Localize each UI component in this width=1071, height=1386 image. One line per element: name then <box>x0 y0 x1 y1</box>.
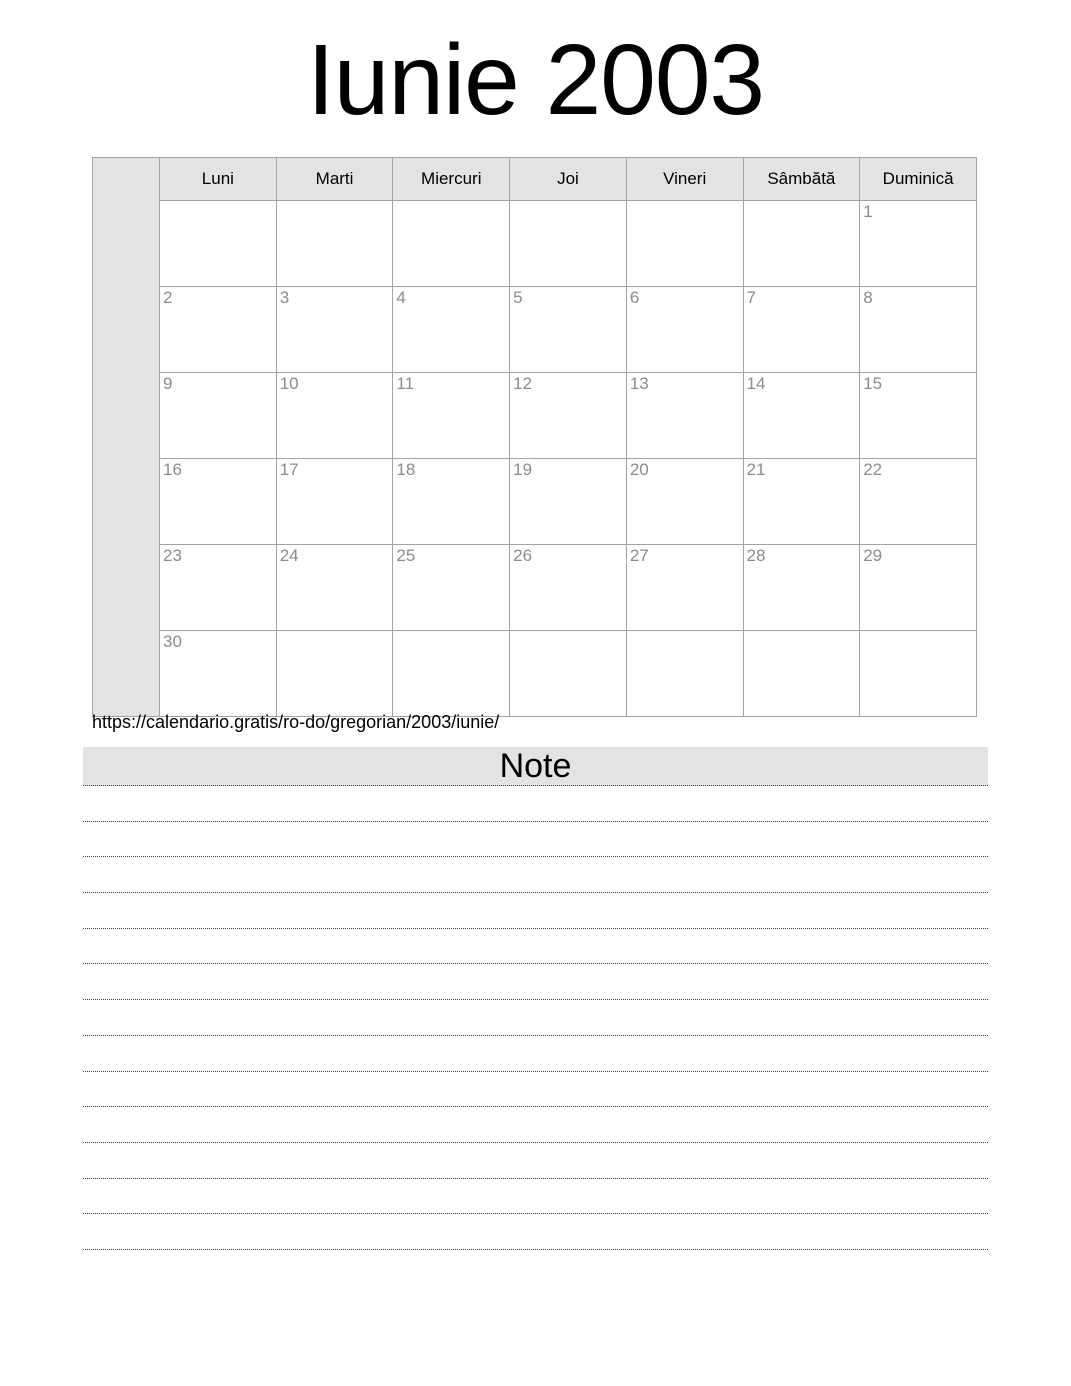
day-header-luni: Luni <box>160 158 277 201</box>
day-cell: 26 <box>510 545 627 631</box>
note-line <box>83 1107 988 1143</box>
day-cell: 5 <box>510 287 627 373</box>
day-cell: 2 <box>160 287 277 373</box>
week-row <box>93 201 977 287</box>
day-cell <box>393 201 510 287</box>
day-cell: 29 <box>860 545 977 631</box>
day-cell: 11 <box>393 373 510 459</box>
day-cell: 12 <box>510 373 627 459</box>
note-line <box>83 857 988 893</box>
note-line <box>83 786 988 822</box>
note-line <box>83 1072 988 1108</box>
day-header-miercuri: Miercuri <box>393 158 510 201</box>
day-cell: 27 <box>626 545 743 631</box>
day-cell: 23 <box>160 545 277 631</box>
day-cell: 6 <box>626 287 743 373</box>
day-cell: 24 <box>276 545 393 631</box>
source-url: https://calendario.gratis/ro-do/gregorian/2003/iunie/ <box>92 712 500 732</box>
day-cell: 9 <box>160 373 277 459</box>
day-cell: 7 <box>743 287 860 373</box>
note-line <box>83 1179 988 1215</box>
day-cell: 19 <box>510 459 627 545</box>
day-cell <box>510 631 627 717</box>
day-cell <box>276 201 393 287</box>
week-row <box>93 459 977 545</box>
day-cell <box>160 201 277 287</box>
day-header-vineri: Vineri <box>626 158 743 201</box>
day-cell <box>860 631 977 717</box>
day-cell: 4 <box>393 287 510 373</box>
day-cell: 10 <box>276 373 393 459</box>
day-cell: 13 <box>626 373 743 459</box>
day-cell: 22 <box>860 459 977 545</box>
day-cell: 21 <box>743 459 860 545</box>
day-cell <box>626 201 743 287</box>
day-cell <box>393 631 510 717</box>
notes-section <box>83 747 988 1250</box>
day-cell <box>743 201 860 287</box>
day-cell <box>276 631 393 717</box>
day-cell: 15 <box>860 373 977 459</box>
day-cell: 25 <box>393 545 510 631</box>
day-cell: 1 <box>860 201 977 287</box>
day-cell <box>510 201 627 287</box>
week-row <box>93 545 977 631</box>
week-row <box>93 373 977 459</box>
day-cell: 3 <box>276 287 393 373</box>
day-cell: 20 <box>626 459 743 545</box>
calendar-table <box>92 157 977 717</box>
day-cell: 30 <box>160 631 277 717</box>
note-line <box>83 1143 988 1179</box>
note-line <box>83 964 988 1000</box>
note-line <box>83 929 988 965</box>
day-cell: 16 <box>160 459 277 545</box>
day-cell: 28 <box>743 545 860 631</box>
week-number-column <box>93 158 160 717</box>
day-cell <box>743 631 860 717</box>
day-cell: 8 <box>860 287 977 373</box>
note-line <box>83 1214 988 1250</box>
day-header-row <box>93 158 977 201</box>
notes-header: Note <box>83 747 988 786</box>
note-line <box>83 822 988 858</box>
week-row <box>93 631 977 717</box>
note-line <box>83 1036 988 1072</box>
page-title: Iunie 2003 <box>306 24 765 136</box>
week-row <box>93 287 977 373</box>
day-cell: 18 <box>393 459 510 545</box>
day-header-marti: Marti <box>276 158 393 201</box>
day-header-joi: Joi <box>510 158 627 201</box>
note-line <box>83 893 988 929</box>
note-line <box>83 1000 988 1036</box>
day-cell: 17 <box>276 459 393 545</box>
day-cell: 14 <box>743 373 860 459</box>
day-header-duminica: Duminică <box>860 158 977 201</box>
day-header-sambata: Sâmbătă <box>743 158 860 201</box>
day-cell <box>626 631 743 717</box>
